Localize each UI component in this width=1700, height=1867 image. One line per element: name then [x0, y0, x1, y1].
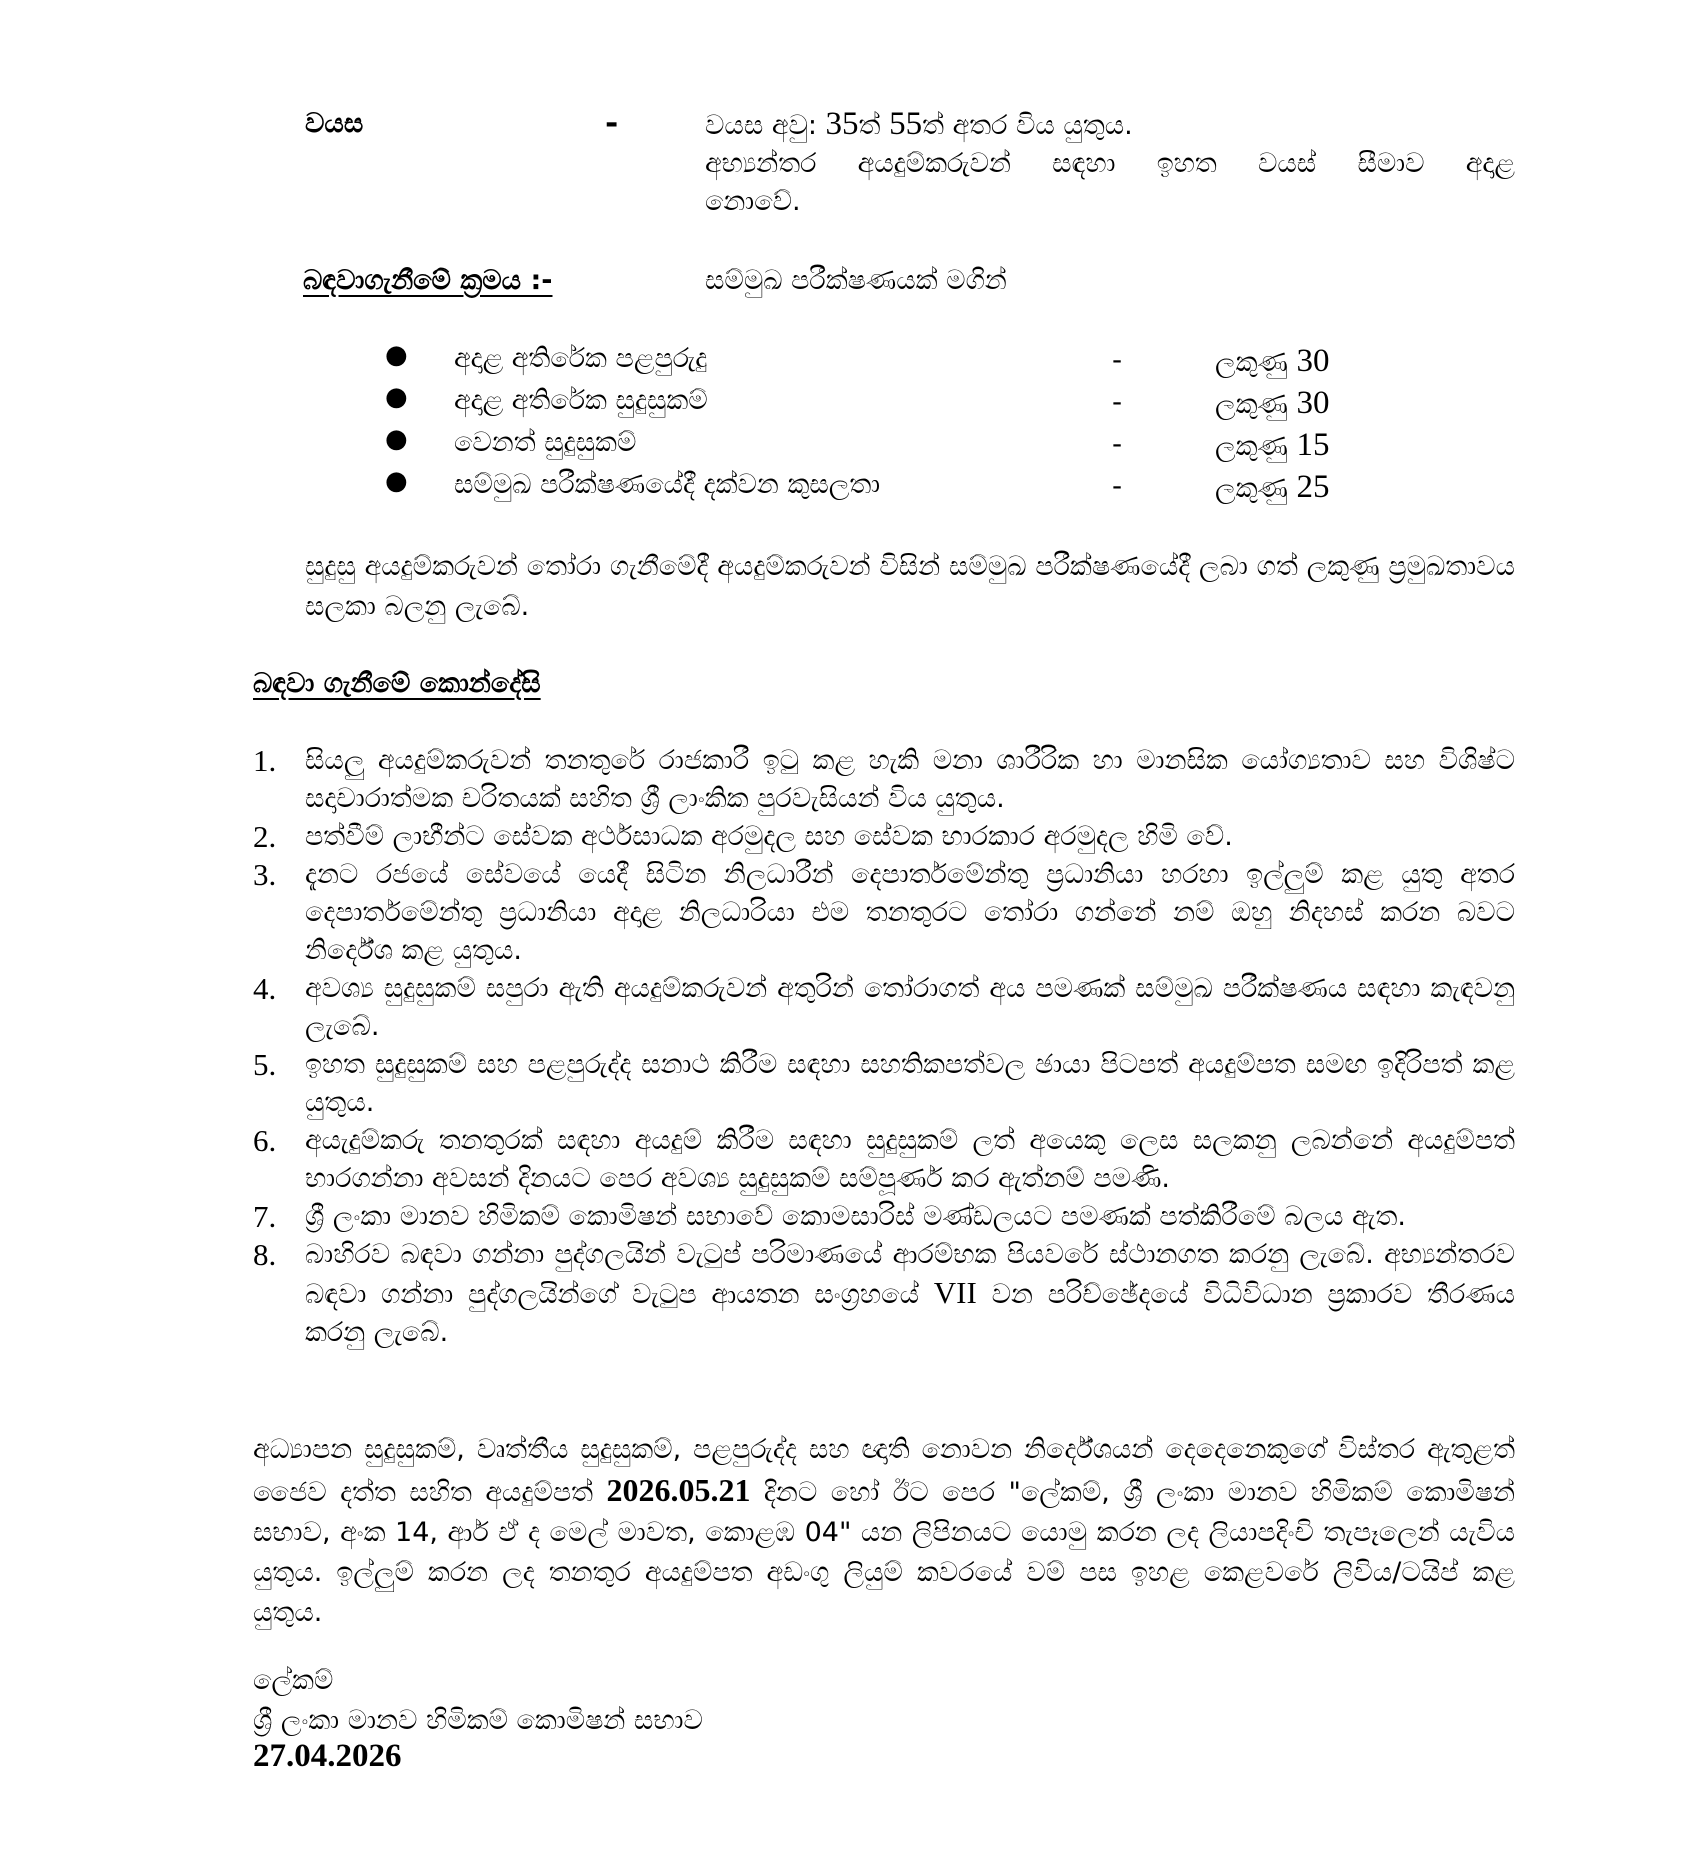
- conditions-list: [253, 742, 1515, 1352]
- mark-score: ලකුණු 25: [1215, 469, 1330, 505]
- closing-date: 2026.05.21: [606, 1472, 751, 1508]
- age-exemption-line: අභ්‍යන්තර අයදුම්කරුවන් සඳහා ඉහත වයස් සීමාව අදාළ: [705, 148, 1515, 179]
- marks-list: [385, 340, 1385, 508]
- application-instructions: අධ්‍යාපන සුදුසුකම්, වෘත්තීය සුදුසුකම්, පළපුරුද්ද සහ ඥාති නොවන නිර්දේශයන් දෙදෙනෙකුගේ විස්තර ඇතුළත් ජෛව දත්ත සහිත අයදුම්පත් 2026.05.21 දිනට හෝ ඊට පෙර "ලේකම්, ශ්‍රී ලංකා මානව හිමිකම් කොමිෂන් සභාව, අංක 14, ආර් ඒ ද මෙල් මාවත, කොළඹ 04" යන ලිපිනයට යොමු කරන ලද ලියාපදිංචි තැපෑලෙන් යැවිය යුතුය. ඉල්ලුම් කරන ලද තනතුර අයදුම්පත අඩංගු ලියුම් කවරයේ වම් පස ඉහළ කෙළවරේ ලිවිය/ටයිප් කළ යුතුය.: [253, 1434, 1516, 1628]
- age-label: වයස: [305, 108, 364, 139]
- mark-item: [385, 466, 1385, 508]
- mark-label: වෙනත් සුදුසුකම්: [454, 427, 637, 458]
- mark-dash: -: [1112, 427, 1123, 460]
- mark-score: ලකුණු 30: [1215, 385, 1330, 421]
- condition-item: 2. පත්වීම් ලාභීන්ට සේවක අර්ථසාධක අරමුදල සහ සේවක භාරකාර අරමුදල හිමි වේ.: [253, 819, 1233, 854]
- signatory-title: ලේකම්: [253, 1665, 334, 1696]
- mark-item: [385, 340, 1385, 382]
- mark-item: [385, 424, 1385, 466]
- mark-dash: -: [1112, 343, 1123, 376]
- condition-item: 5. ඉහත සුදුසුකම් සහ පළපුරුද්ද සනාථ කිරීම සඳහා සහතිකපත්වල ඡායා පිටපත් අයදුම්පත සමඟ ඉදිරිපත් කළ යුතුය.: [253, 1047, 1515, 1118]
- condition-item: 8. බාහිරව බඳවා ගන්නා පුද්ගලයින් වැටුප් පරිමාණයේ ආරම්භක පියවරේ ස්ථානගත කරනු ලැබේ. අභ්‍යන්තරව බඳවා ගන්නා පුද්ගලයින්ගේ වැටුප ආයතන සංග්‍රහයේ VII වන පරිච්ඡේදයේ විධිවිධාන ප්‍රකාරව තීරණය කරනු ලැබේ.: [253, 1237, 1515, 1348]
- document-date: 27.04.2026: [253, 1738, 402, 1774]
- bullet-icon: ●: [385, 382, 408, 412]
- recruitment-method-value: සම්මුඛ පරීක්ෂණයක් මගින්: [705, 265, 1007, 296]
- mark-score: ලකුණු 30: [1215, 343, 1330, 379]
- bullet-icon: ●: [385, 340, 408, 370]
- bullet-icon: ●: [385, 424, 408, 454]
- age-min: 35: [825, 106, 859, 142]
- recruitment-method-label: බඳවාගැනීමේ ක්‍රමය :-: [303, 265, 553, 296]
- mark-label: සම්මුඛ පරීක්ෂණයේදී දක්වන කුසලතා: [454, 469, 881, 500]
- signatory-organization: ශ්‍රී ලංකා මානව හිමිකම් කොමිෂන් සභාව: [253, 1705, 703, 1736]
- age-max: 55: [889, 106, 923, 142]
- age-range-line: වයස අවු: 35ත් 55ත් අතර විය යුතුය.: [705, 106, 1133, 142]
- bullet-icon: ●: [385, 466, 408, 496]
- age-requirement: [705, 105, 1515, 221]
- mark-item: [385, 382, 1385, 424]
- age-dash: -: [605, 103, 619, 141]
- conditions-title: බඳවා ගැනීමේ කොන්දේසි: [253, 668, 541, 699]
- mark-label: අදාළ අතිරේක පළපුරුදු: [454, 343, 708, 374]
- age-exemption-line-cont: නොවේ.: [705, 186, 801, 217]
- mark-label: අදාළ අතිරේක සුදුසුකම්: [454, 385, 708, 416]
- condition-item: 3. දැනට රජයේ සේවයේ යෙදී සිටින නිලධාරීන් දෙපාර්තමේන්තු ප්‍රධානියා හරහා ඉල්ලුම් කළ යුතු අතර දෙපාර්තමේන්තු ප්‍රධානියා අදාළ නිලධාරියා එම තනතුරට තෝරා ගන්නේ නම් ඔහු නිදහස් කරන බවට නිර්දේශ කළ යුතුය.: [253, 857, 1515, 966]
- condition-item: 6. අයැදුම්කරු තනතුරක් සඳහා අයදුම් කිරීම සඳහා සුදුසුකම් ලත් අයෙකු ලෙස සලකනු ලබන්නේ අයදුම්පත් භාරගන්නා අවසන් දිනයට පෙර අවශ්‍ය සුදුසුකම් සම්පූර්ණ කර ඇත්නම් පමණි.: [253, 1123, 1515, 1194]
- selection-note: සුදුසු අයදුම්කරුවන් තෝරා ගැනීමේදී අයදුම්කරුවන් විසින් සම්මුඛ පරීක්ෂණයේදී ලබා ගත් ලකුණු ප්‍රමුඛතාවය සලකා බලනු ලැබේ.: [305, 551, 1515, 622]
- mark-dash: -: [1112, 469, 1123, 502]
- mark-score: ලකුණු 15: [1215, 427, 1330, 463]
- condition-item: 4. අවශ්‍ය සුදුසුකම් සපුරා ඇති අයදුම්කරුවන් අතුරින් තෝරාගත් අය පමණක් සම්මුඛ පරීක්ෂණය සඳහා කැඳවනු ලැබේ.: [253, 971, 1515, 1042]
- condition-item: 1. සියලු අයදුම්කරුවන් තනතුරේ රාජකාරී ඉටු කළ හැකි මනා ශාරීරික හා මානසික යෝග්‍යතාව සහ විශිෂ්ට සදාචාරාත්මක චරිතයක් සහිත ශ්‍රී ලාංකික පුරවැසියන් විය යුතුය.: [253, 743, 1515, 814]
- mark-dash: -: [1112, 385, 1123, 418]
- condition-item: 7. ශ්‍රී ලංකා මානව හිමිකම් කොමිෂන් සභාවේ කොමසාරිස් මණ්ඩලයට පමණක් පත්කිරීමේ බලය ඇත.: [253, 1199, 1406, 1234]
